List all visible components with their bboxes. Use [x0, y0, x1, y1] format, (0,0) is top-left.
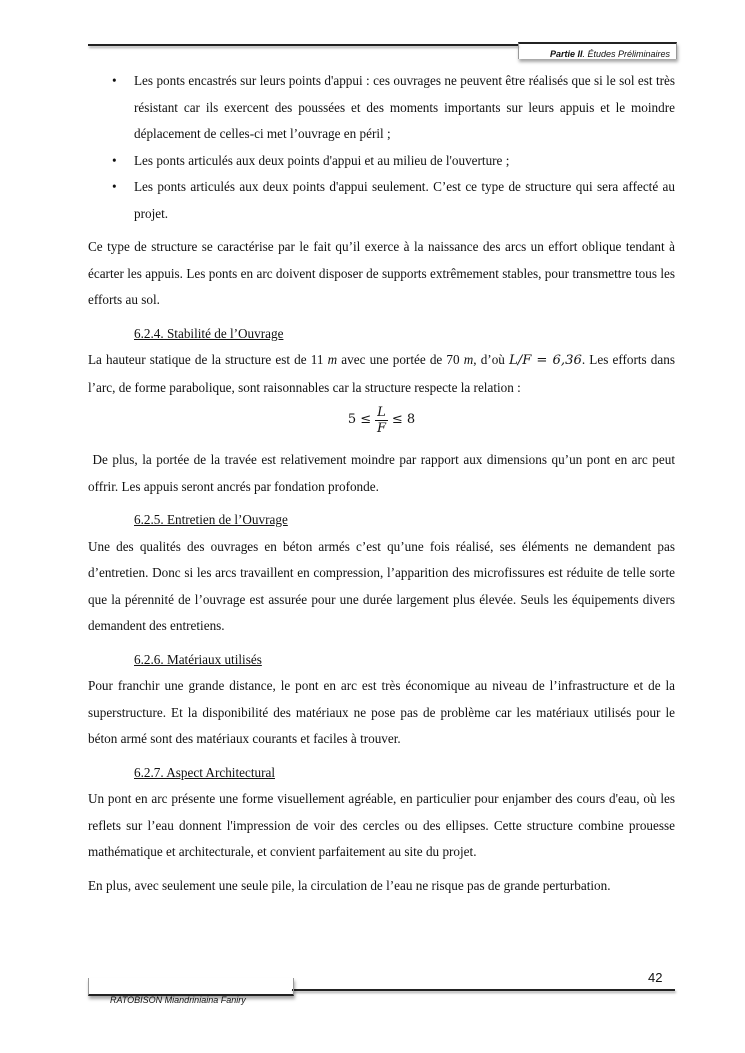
bullet-icon: •	[112, 152, 117, 168]
header-text	[550, 49, 670, 59]
paragraph-stabilite	[88, 347, 675, 401]
unit-m: m	[327, 352, 338, 367]
footer-box	[88, 978, 294, 996]
paragraph-structure: Ce type de structure se caractérise par le fait qu’il exerce à la naissance des arcs un effort oblique tendant à écarter les appuis. Les ponts en arc doivent disposer de supports extrêmement stables, pour transmettre tous les efforts au sol.	[88, 239, 675, 307]
text-run: , d’où	[473, 352, 510, 367]
bridge-types-list	[88, 68, 675, 227]
text-run: avec une portée de 70	[337, 352, 464, 367]
unit-m: m	[463, 352, 474, 367]
list-item-text: Les ponts articulés aux deux points d'appui et au milieu de l'ouverture ;	[134, 152, 510, 168]
equation-right: ≤ 8	[391, 412, 416, 428]
list-item-text: Les ponts encastrés sur leurs points d'appui : ces ouvrages ne peuvent être réalisés que si le sol est très résistant car ils exercent des poussées et des moments importants sur leurs appuis et le moindre déplacement de celles-ci met l’ouvrage en péril ;	[134, 73, 675, 141]
equation-fraction	[375, 405, 388, 436]
list-item	[88, 174, 675, 227]
text-run: La hauteur statique de la structure est de 11	[88, 352, 328, 367]
equation-left: 5 ≤	[347, 412, 372, 428]
page-header	[88, 38, 675, 60]
footer-rule	[292, 989, 675, 991]
bullet-icon: •	[112, 73, 117, 88]
section-heading-stabilite: 6.2.4. Stabilité de l’Ouvrage	[134, 325, 284, 341]
page-body	[88, 68, 679, 899]
equation	[88, 405, 675, 447]
paragraph-aspect: Un pont en arc présente une forme visuellement agréable, en particulier pour enjamber des cours d'eau, où les reflets sur l’eau donnent l'impression de voir des cercles ou des ellipses. Cette structure combine prouesse mathématique et architecturale, et convient parfaitement au site du projet.	[88, 791, 675, 859]
header-box	[518, 42, 677, 59]
ratio-formula: L/F = 6,36	[509, 353, 582, 368]
header-part-title: . Études Préliminaires	[582, 49, 670, 59]
paragraph-stabilite-2: De plus, la portée de la travée est relativement moindre par rapport aux dimensions qu’un pont en arc peut offrir. Les appuis seront ancrés par fondation profonde.	[88, 452, 679, 494]
bullet-icon: •	[112, 179, 117, 194]
list-item	[88, 68, 675, 148]
fraction-numerator: L	[377, 405, 386, 420]
header-part-label: Partie II	[549, 49, 583, 59]
fraction-denominator: F	[376, 421, 386, 436]
header-rule	[88, 44, 518, 46]
list-item	[88, 148, 675, 175]
paragraph-materiaux: Pour franchir une grande distance, le pont en arc est très économique au niveau de l’infrastructure et de la superstructure. Et la disponibilité des matériaux ne pose pas de problème car les matériaux utilisés pour le béton armé sont des matériaux courants et faciles à trouver.	[88, 678, 675, 746]
section-heading-materiaux: 6.2.6. Matériaux utilisés	[134, 651, 262, 667]
text-run: . Les efforts dans l’arc, de forme parabolique, sont raisonnables car la structure respecte la relation :	[88, 352, 675, 395]
paragraph-entretien: Une des qualités des ouvrages en béton armés c’est qu’une fois réalisé, ses éléments ne demandent pas d’entretien. Donc si les arcs travaillent en compression, l’apparition des microfissures est réduite de telle sorte que la pérennité de l’ouvrage est assurée pour une durée largement plus élevée. Seuls les équipements divers demandent des entretiens.	[88, 538, 675, 633]
list-item-text: Les ponts articulés aux deux points d'appui seulement. C’est ce type de structure qui sera affecté au projet.	[134, 179, 675, 221]
footer-author: RATOBISON Miandriniaina Faniry	[110, 995, 246, 1005]
section-heading-aspect: 6.2.7. Aspect Architectural	[134, 764, 275, 780]
section-heading-entretien: 6.2.5. Entretien de l’Ouvrage	[134, 512, 288, 527]
page-number: 42	[648, 970, 663, 985]
paragraph-pile: En plus, avec seulement une seule pile, la circulation de l’eau ne risque pas de grande perturbation.	[88, 877, 611, 893]
